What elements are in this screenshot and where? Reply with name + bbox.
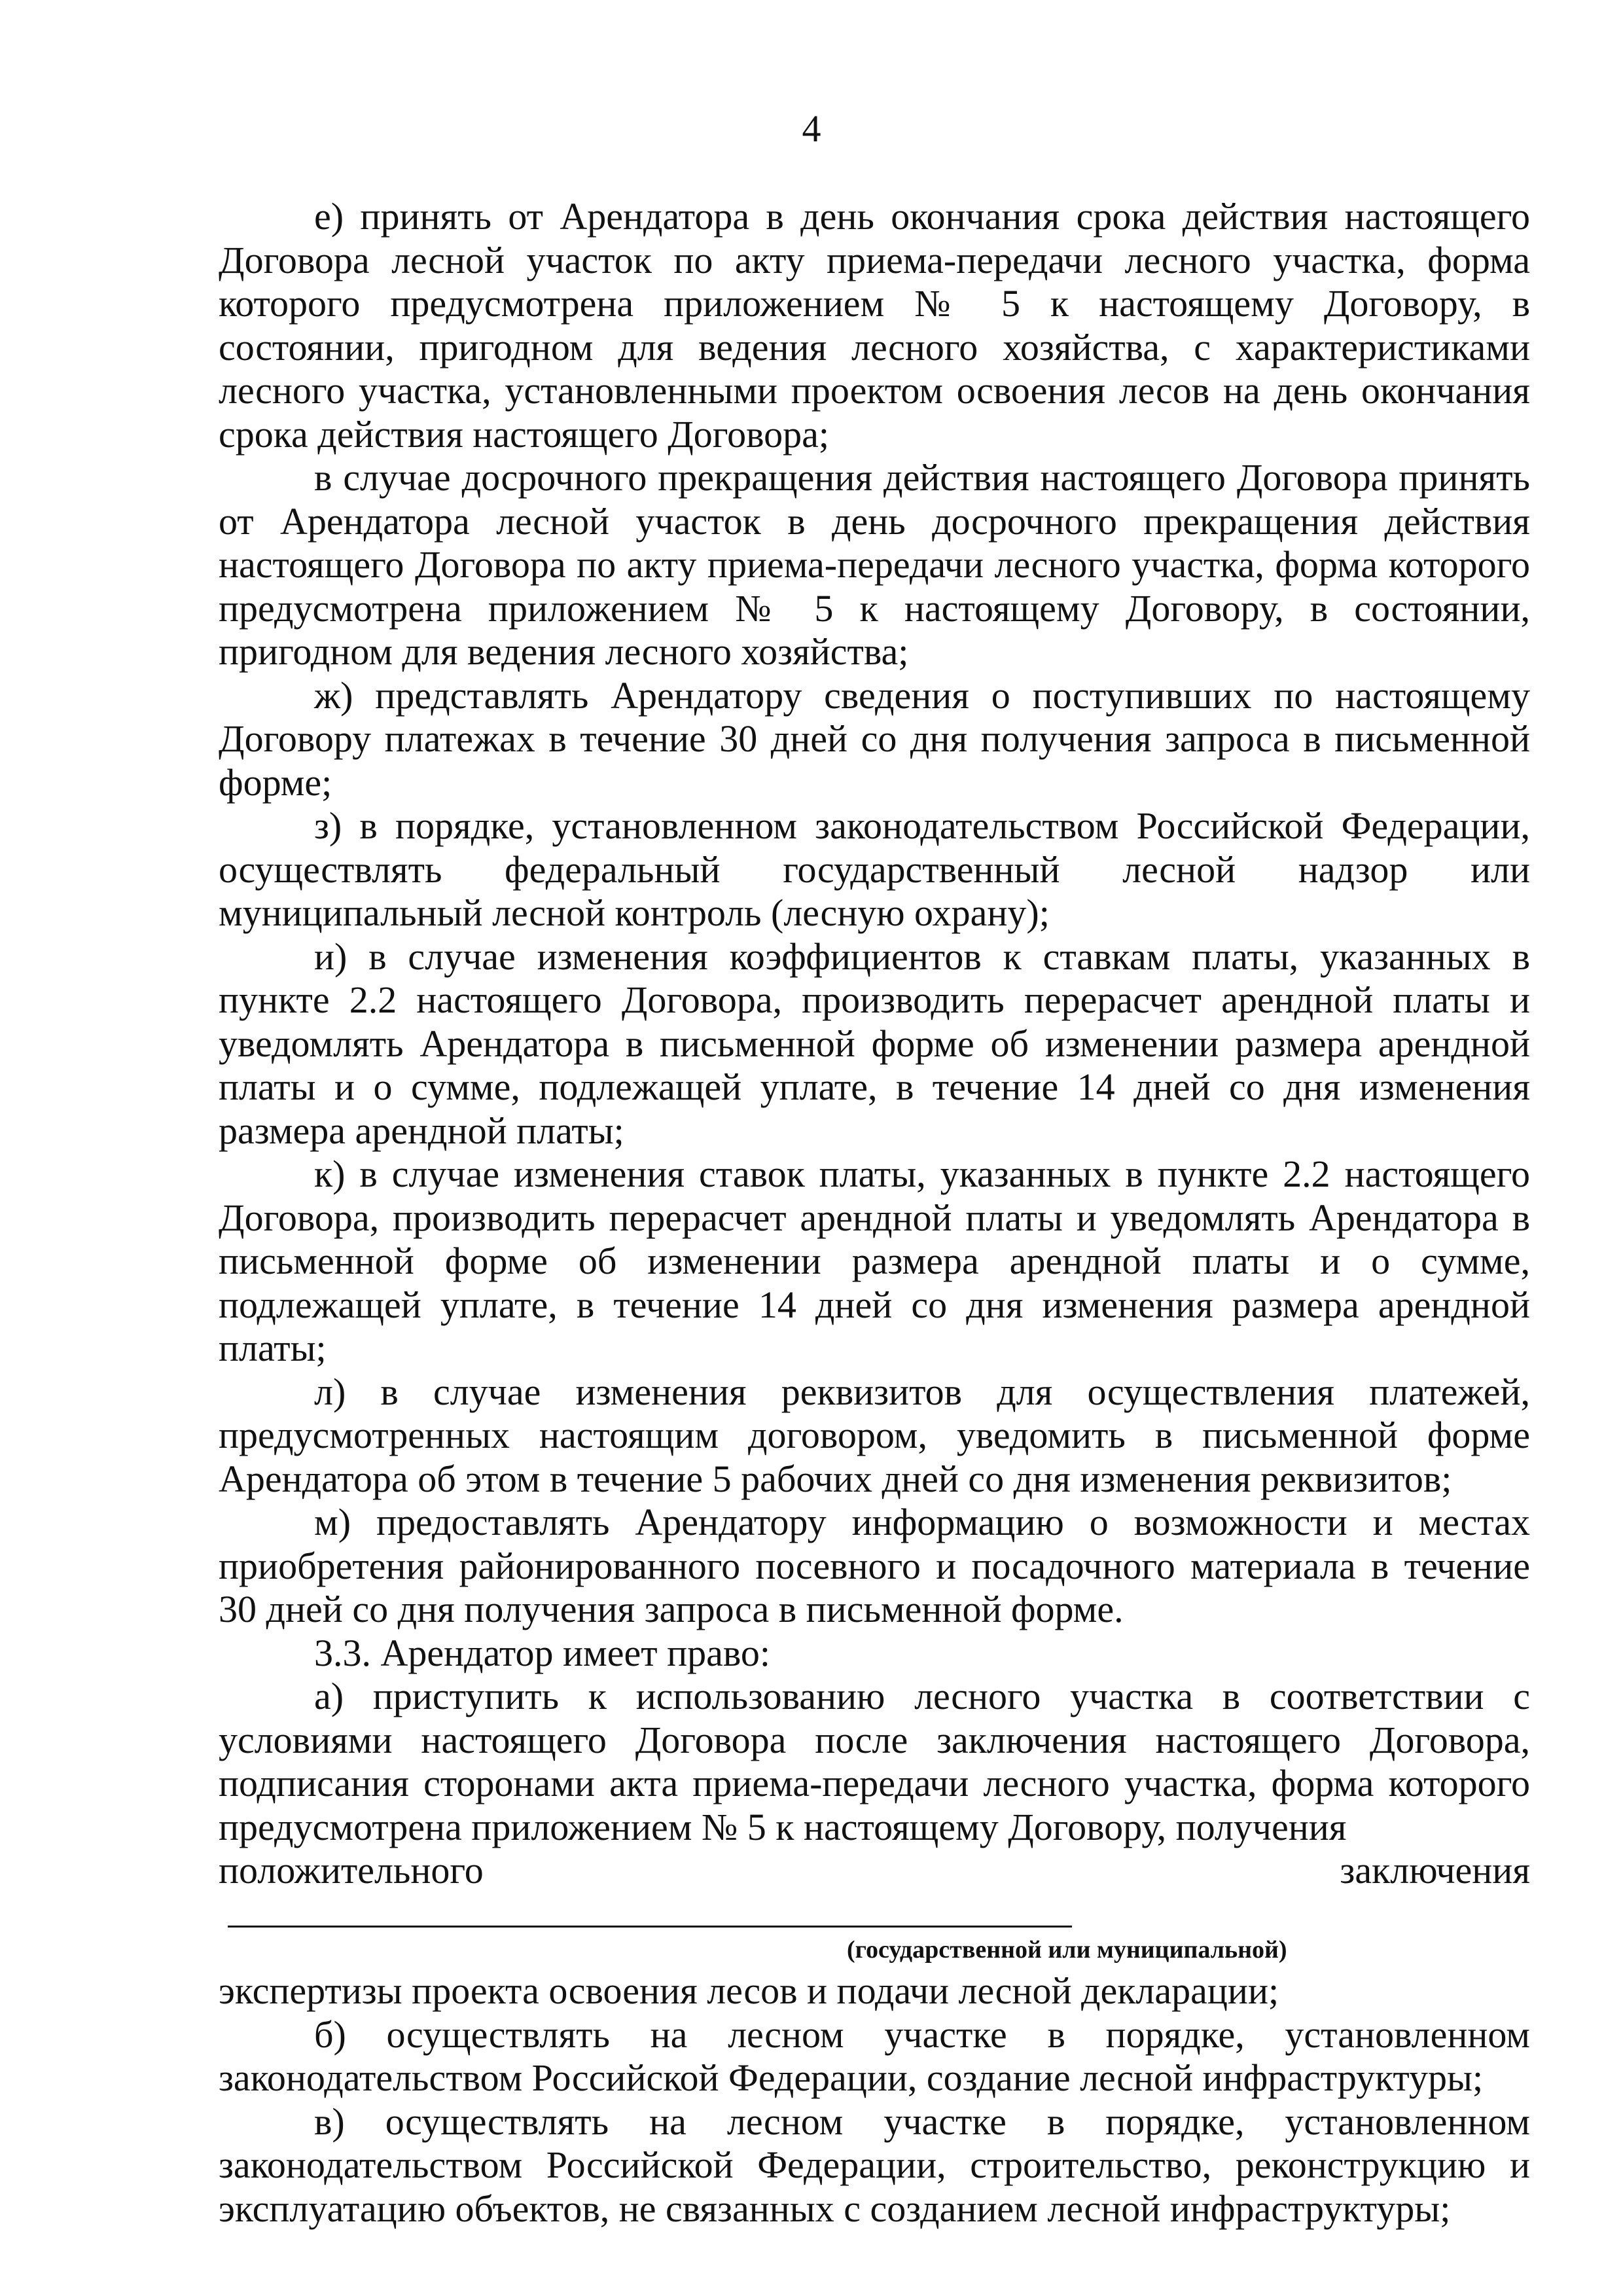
expertise-type-blank [228,1893,1072,1928]
document-body [219,195,1530,2231]
paragraph-b: б) осуществлять на лесном участке в порядке, установленном законодательством Российской Федерации, создание лесной инфраструктуры; [219,2013,1530,2099]
paragraph-e-early-termination: в случае досрочного прекращения действия настоящего Договора принять от Арендатора лесной участок в день досрочного прекращения действия настоящего Договора по акту приема-передачи лесного участка, форма которого предусмотрена приложением № 5 к настоящему Договору, в состоянии, пригодном для ведения лесного хозяйства; [219,456,1530,673]
blank-caption-row [219,1937,1530,1969]
expertise-blank-line [219,1849,1530,1937]
paragraph-a-continuation: экспертизы проекта освоения лесов и подачи лесной декларации; [219,1969,1279,2012]
paragraph-v: в) осуществлять на лесном участке в порядке, установленном законодательством Российской Федерации, строительство, реконструкцию и эксплуатацию объектов, не связанных с созданием лесной инфраструктуры; [219,2100,1530,2230]
expertise-type-caption: (государственной или муниципальной) [847,1936,1287,1964]
section-3-3-heading: 3.3. Арендатор имеет право: [314,1631,770,1674]
paragraph-i: и) в случае изменения коэффициентов к ставкам платы, указанных в пункте 2.2 настоящего Договора, производить перерасчет арендной платы и уведомлять Арендатора в письменной форме об изменении размера арендной платы и о сумме, подлежащей уплате, в течение 14 дней со дня изменения размера арендной платы; [219,935,1530,1152]
page-number: 4 [802,107,821,150]
expertise-lead-text: положительного заключения [219,1849,1530,1892]
paragraph-l: л) в случае изменения реквизитов для осуществления платежей, предусмотренных настоящим договором, уведомить в письменной форме Арендатора об этом в течение 5 рабочих дней со дня изменения реквизитов; [219,1370,1530,1500]
paragraph-m: м) предоставлять Арендатору информацию о возможности и местах приобретения районированного посевного и посадочного материала в течение 30 дней со дня получения запроса в письменной форме. [219,1501,1530,1630]
paragraph-zh: ж) представлять Арендатору сведения о поступивших по настоящему Договору платежах в течение 30 дней со дня получения запроса в письменной форме; [219,673,1530,804]
paragraph-e: е) принять от Арендатора в день окончания срока действия настоящего Договора лесной участок по акту приема-передачи лесного участка, форма которого предусмотрена приложением № 5 к настоящему Договору, в состоянии, пригодном для ведения лесного хозяйства, с характеристиками лесного участка, установленными проектом освоения лесов на день окончания срока действия настоящего Договора; [219,195,1530,456]
paragraph-k: к) в случае изменения ставок платы, указанных в пункте 2.2 настоящего Договора, производить перерасчет арендной платы и уведомлять Арендатора в письменной форме об изменении размера арендной платы и о сумме, подлежащей уплате, в течение 14 дней со дня изменения размера арендной платы; [219,1153,1530,1369]
paragraph-a: а) приступить к использованию лесного участка в соответствии с условиями настоящего Договора после заключения настоящего Договора, подписания сторонами акта приема-передачи лесного участка, форма которого предусмотрена приложением № 5 к настоящему Договору, получения [219,1675,1530,1848]
paragraph-z: з) в порядке, установленном законодательством Российской Федерации, осуществлять федеральный государственный лесной надзор или муниципальный лесной контроль (лесную охрану); [219,804,1530,934]
